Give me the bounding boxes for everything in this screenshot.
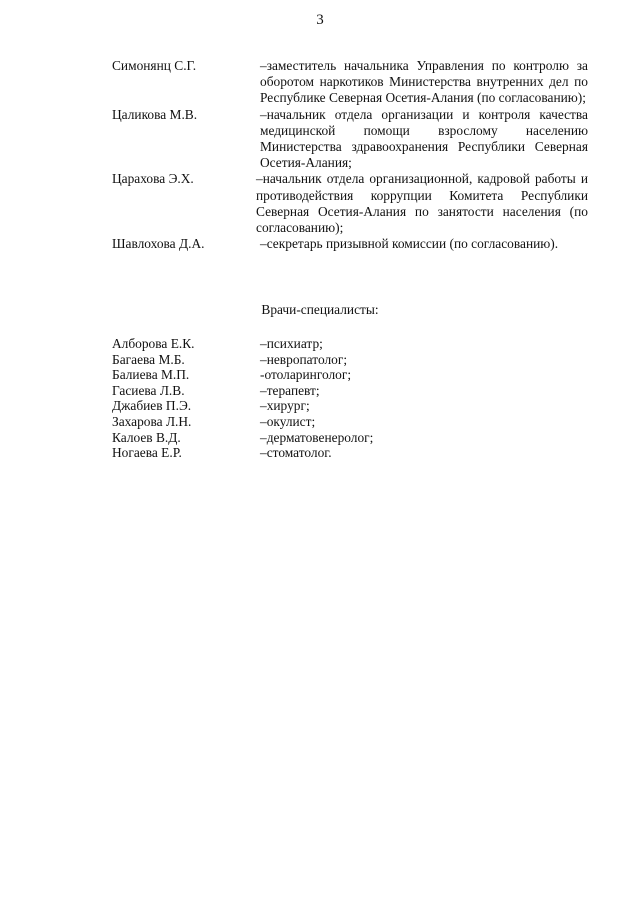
member-row bbox=[112, 171, 588, 236]
doctor-row bbox=[112, 445, 532, 461]
commission-members-list bbox=[112, 58, 588, 252]
doctor-row bbox=[112, 367, 532, 383]
member-role: –секретарь призывной комиссии (по согласованию). bbox=[260, 236, 559, 252]
doctor-specialty: –стоматолог. bbox=[260, 445, 332, 461]
doctor-specialty: –хирург; bbox=[260, 398, 310, 414]
doctor-specialty: –дерматовенеролог; bbox=[260, 429, 374, 445]
doctor-name: Ногаева Е.Р. bbox=[112, 445, 182, 461]
member-role: –начальник отдела организационной, кадровой работы и противодействия коррупции Комитета Республики Северная Осетия-Алания по занятости населения (по согласованию); bbox=[256, 171, 588, 236]
doctor-row bbox=[112, 430, 532, 446]
doctor-row bbox=[112, 352, 532, 368]
member-role: –начальник отдела организации и контроля качества медицинской помощи взрослому населению Министерства здравоохранения Республики Северная Осетия-Алания; bbox=[260, 106, 588, 171]
member-role: –заместитель начальника Управления по контролю за оборотом наркотиков Министерства внутренних дел по Республике Северная Осетия-Алания (по согласованию); bbox=[260, 58, 588, 106]
doctor-name: Джабиев П.Э. bbox=[112, 398, 192, 414]
doctor-specialty: –психиатр; bbox=[260, 336, 323, 351]
doctor-specialty: -отоларинголог; bbox=[260, 367, 352, 383]
doctors-list bbox=[112, 336, 532, 461]
doctor-specialty: –окулист; bbox=[260, 413, 316, 429]
section-heading: Врачи-специалисты: bbox=[261, 302, 379, 317]
doctor-row bbox=[112, 414, 532, 430]
doctor-row bbox=[112, 383, 532, 399]
member-row bbox=[112, 236, 588, 252]
doctor-name: Алборова Е.К. bbox=[112, 336, 195, 351]
doctor-specialty: –невропатолог; bbox=[260, 351, 348, 367]
doctor-row bbox=[112, 336, 532, 352]
page-number: 3 bbox=[316, 12, 324, 28]
member-row bbox=[112, 107, 588, 172]
doctor-name: Балиева М.П. bbox=[112, 367, 190, 383]
doctor-name: Гасиева Л.В. bbox=[112, 382, 185, 398]
member-row bbox=[112, 58, 588, 107]
doctor-name: Калоев В.Д. bbox=[112, 429, 181, 445]
member-name: Царахова Э.Х. bbox=[112, 171, 194, 187]
doctor-row bbox=[112, 398, 532, 414]
doctor-name: Захарова Л.Н. bbox=[112, 413, 192, 429]
doctor-name: Багаева М.Б. bbox=[112, 351, 185, 367]
member-name: Цаликова М.В. bbox=[112, 106, 198, 122]
doctor-specialty: –терапевт; bbox=[260, 382, 320, 398]
member-name: Шавлохова Д.А. bbox=[112, 236, 205, 252]
member-name: Симонянц С.Г. bbox=[112, 58, 197, 73]
